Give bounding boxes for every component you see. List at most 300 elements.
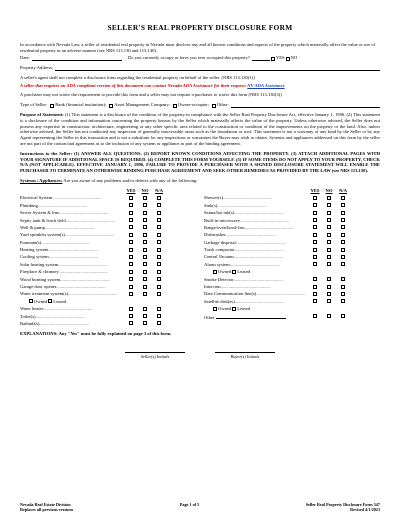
explanations-text: EXPLANATIONS: Any "Yes" must be fully explained on page 3 of this form. (20, 331, 172, 337)
footer-division: Nevada Real Estate Division (20, 502, 71, 507)
systems-cell-no (322, 225, 336, 230)
systems-row (204, 253, 380, 260)
yes-checkbox[interactable] (129, 203, 133, 207)
seller-type-row (20, 102, 380, 108)
systems-cell-yes (124, 262, 138, 267)
owned-checkbox[interactable] (213, 307, 217, 311)
no-checkbox[interactable] (327, 292, 331, 296)
systems-cell-na (336, 262, 350, 267)
systems-cell-no (138, 254, 152, 259)
systems-row (20, 320, 196, 327)
systems-row (20, 224, 196, 231)
yes-checkbox[interactable] (313, 262, 317, 266)
na-checkbox[interactable] (341, 292, 345, 296)
waive-note (20, 92, 380, 98)
systems-cell-na (336, 299, 350, 304)
systems-item-label: Satellite dish(es)........................................... (204, 298, 285, 304)
yes-checkbox[interactable] (129, 196, 133, 200)
footer-revised: Revised 4/1/2023 (350, 507, 380, 512)
systems-cell-no (322, 284, 336, 289)
no-checkbox[interactable] (327, 225, 331, 229)
systems-cell-na (336, 277, 350, 282)
systems-row (20, 268, 196, 275)
no-checkbox[interactable] (143, 277, 147, 281)
systems-cell-yes (124, 321, 138, 326)
other-seller-field[interactable] (231, 102, 380, 108)
systems-row (20, 231, 196, 238)
no-checkbox[interactable] (327, 218, 331, 222)
leased-label: Leased (237, 306, 251, 312)
yes-checkbox[interactable] (313, 203, 317, 207)
yes-checkbox[interactable] (313, 299, 317, 303)
systems-cell-no (138, 232, 152, 237)
seller-initials-field[interactable] (125, 347, 185, 353)
occupy-no-checkbox[interactable] (286, 57, 290, 61)
other-seller-label: Other: (216, 101, 229, 107)
buyer-initials-block (215, 347, 275, 359)
yes-checkbox[interactable] (313, 233, 317, 237)
na-checkbox[interactable] (157, 233, 161, 237)
systems-cell-no (138, 277, 152, 282)
systems-cell-na (152, 284, 166, 289)
na-checkbox[interactable] (157, 196, 161, 200)
occupy-question: Do you currently occupy or have you ever occupied this property? (127, 54, 250, 60)
footer-replaces: Replaces all previous versions (20, 507, 74, 512)
systems-row (204, 216, 380, 223)
leased-label: Leased (53, 298, 67, 304)
yes-checkbox[interactable] (313, 255, 317, 259)
systems-item-label: Fireplace & chimney........................................... (20, 269, 108, 275)
systems-row (20, 290, 196, 297)
yes-checkbox[interactable] (313, 225, 317, 229)
na-checkbox[interactable] (157, 255, 161, 259)
no-checkbox[interactable] (143, 218, 147, 222)
ada-note-text: A seller that requires an ADA compliant version of this document can contact Nevada ADA Assistance for their request: (20, 83, 247, 89)
column-header-no: NO (141, 187, 149, 193)
systems-cell-no (138, 195, 152, 200)
na-checkbox[interactable] (157, 211, 161, 215)
yes-checkbox[interactable] (129, 277, 133, 281)
systems-cell-yes (124, 218, 138, 223)
na-checkbox[interactable] (341, 299, 345, 303)
occupy-yes-label: YES (275, 54, 285, 60)
yes-checkbox[interactable] (129, 314, 133, 318)
systems-row (204, 202, 380, 209)
systems-cell-yes (308, 291, 322, 296)
systems-item-label: Water treatment system(s)........................................... (20, 291, 118, 297)
no-checkbox[interactable] (143, 248, 147, 252)
systems-row (20, 209, 196, 216)
column-header-yes: YES (126, 187, 136, 193)
systems-item-label: Septic tank & leach field........................................... (20, 217, 116, 223)
na-checkbox[interactable] (341, 262, 345, 266)
other-seller-checkbox[interactable] (212, 104, 216, 108)
na-checkbox[interactable] (341, 240, 345, 244)
systems-row (204, 290, 380, 297)
systems-header-row (204, 187, 380, 194)
bank-label: Bank (financial institution); (55, 101, 107, 107)
footer-center (180, 502, 199, 512)
no-checkbox[interactable] (143, 211, 147, 215)
systems-cell-yes (124, 225, 138, 230)
systems-cell-yes (124, 232, 138, 237)
column-header-na: N/A (155, 187, 163, 193)
bank-checkbox[interactable] (50, 104, 54, 108)
no-checkbox[interactable] (143, 307, 147, 311)
leased-checkbox[interactable] (48, 299, 52, 303)
yes-checkbox[interactable] (129, 285, 133, 289)
na-checkbox[interactable] (157, 270, 161, 274)
systems-cell-yes (124, 195, 138, 200)
systems-cell-na (336, 291, 350, 296)
occupy-blank[interactable] (252, 55, 270, 61)
systems-cell-na (152, 232, 166, 237)
systems-cell-na (152, 210, 166, 215)
systems-item-label: Intercom........................................... (204, 284, 270, 290)
systems-item-label: Toilet(s)........................................... (20, 313, 85, 319)
systems-subtext: Are you aware of any problems and/or defects with any of the following: (63, 177, 198, 183)
systems-cell-na (152, 269, 166, 274)
yes-checkbox[interactable] (129, 218, 133, 222)
systems-cell-na (336, 210, 350, 215)
systems-row (20, 202, 196, 209)
systems-item-label: Wood burning system........................................... (20, 276, 110, 282)
systems-cell-yes (124, 203, 138, 208)
no-checkbox[interactable] (327, 255, 331, 259)
other-label: Other (204, 313, 308, 320)
systems-cell-na (336, 232, 350, 237)
na-checkbox[interactable] (157, 218, 161, 222)
systems-cell-yes (308, 232, 322, 237)
na-checkbox[interactable] (157, 225, 161, 229)
systems-row-other (204, 312, 380, 319)
systems-right-column (204, 187, 380, 327)
systems-cell-no (138, 291, 152, 296)
systems-item-label: Sewer System & line........................................... (20, 210, 109, 216)
systems-header-row (20, 187, 196, 194)
yes-checkbox[interactable] (313, 196, 317, 200)
yes-checkbox[interactable] (129, 270, 133, 274)
systems-cell-no (322, 240, 336, 245)
owned-checkbox[interactable] (29, 299, 33, 303)
no-checkbox[interactable] (327, 314, 331, 318)
seller-initials-block (125, 347, 185, 359)
waive-note-text: A purchaser may not waive the requirement to provide this form and a seller may not require a purchaser to waive this form (NRS 113.130(3)) (20, 92, 282, 98)
systems-cell-no (322, 232, 336, 237)
owned-leased-row (204, 268, 380, 275)
systems-cell-no (322, 277, 336, 282)
systems-item-label: Alarm system........................................... (204, 261, 280, 267)
systems-cell-na (336, 218, 350, 223)
yes-checkbox[interactable] (129, 321, 133, 325)
systems-cell-no (322, 247, 336, 252)
systems-intro (20, 178, 380, 184)
yes-checkbox[interactable] (129, 248, 133, 252)
systems-cell-na (152, 321, 166, 326)
systems-cell-na (152, 225, 166, 230)
na-checkbox[interactable] (341, 277, 345, 281)
asset-management-checkbox[interactable] (109, 104, 113, 108)
systems-cell-no (322, 291, 336, 296)
systems-cell-na (152, 254, 166, 259)
seller-type-label: Type of Seller: (20, 101, 48, 107)
systems-row (20, 275, 196, 282)
systems-cell-no (138, 240, 152, 245)
leased-checkbox[interactable] (232, 307, 236, 311)
yes-checkbox[interactable] (129, 292, 133, 296)
systems-cell-na (152, 247, 166, 252)
instructions-heading: Instructions to the Seller: (20, 150, 73, 156)
na-checkbox[interactable] (157, 292, 161, 296)
footer-form-name: Seller Real Property Disclosure Form 547 (305, 502, 380, 507)
no-checkbox[interactable] (143, 314, 147, 318)
form-title: SELLER'S REAL PROPERTY DISCLOSURE FORM (107, 23, 293, 32)
na-checkbox[interactable] (341, 218, 345, 222)
instructions-text: (1) ANSWER ALL QUESTIONS. (2) REPORT KNOWN CONDITIONS AFFECTING THE PROPERTY. (3) ATTACH ADDITIONAL PAGES WITH YOUR SIGNATURE IF ADDITIONAL SPACE IS REQUIRED. (4) COMPLETE THIS FORM YOURSELF. (5) IF SOME ITEMS DO NOT APPLY TO YOUR PROPERTY, CHECK N/A (NOT APPLICABLE). EFFECTIVE JANUARY 1, 1996, FAILURE TO PROVIDE A PURCHASER WITH A SIGNED DISCLOSURE STATEMENT WILL ENABLE THE PURCHASER TO TERMINATE AN OTHERWISE BINDING PURCHASE AGREEMENT AND SEEK OTHER REMEDIES AS PROVIDED BY THE LAW (see NRS 113.150). (20, 150, 380, 174)
na-checkbox[interactable] (341, 285, 345, 289)
systems-row (20, 312, 196, 319)
ada-assistance-link[interactable]: NV ADA Assistance (247, 83, 285, 89)
systems-cell-yes (308, 240, 322, 245)
yes-checkbox[interactable] (129, 211, 133, 215)
na-checkbox[interactable] (341, 203, 345, 207)
systems-cell-yes (124, 254, 138, 259)
systems-cell-yes (124, 247, 138, 252)
systems-cell-yes (124, 277, 138, 282)
no-checkbox[interactable] (327, 299, 331, 303)
na-checkbox[interactable] (157, 262, 161, 266)
no-checkbox[interactable] (143, 292, 147, 296)
systems-cell-no (138, 247, 152, 252)
no-checkbox[interactable] (327, 277, 331, 281)
systems-cell-no (322, 203, 336, 208)
systems-cell-yes (308, 277, 322, 282)
na-checkbox[interactable] (341, 248, 345, 252)
systems-cell-na (336, 247, 350, 252)
no-checkbox[interactable] (327, 233, 331, 237)
yes-checkbox[interactable] (129, 233, 133, 237)
yes-checkbox[interactable] (129, 307, 133, 311)
systems-cell-yes (308, 210, 322, 215)
systems-cell-yes (308, 203, 322, 208)
na-checkbox[interactable] (157, 248, 161, 252)
owned-label: Owned (218, 269, 232, 275)
na-checkbox[interactable] (157, 307, 161, 311)
owned-checkbox[interactable] (213, 270, 217, 274)
systems-item-label: Garage door opener........................................... (20, 284, 106, 290)
systems-item-label: Water heater........................................... (20, 306, 93, 312)
systems-cell-yes (308, 284, 322, 289)
systems-item-label: Garbage disposal........................................... (204, 239, 286, 245)
systems-row (20, 238, 196, 245)
systems-cell-yes (308, 247, 322, 252)
no-checkbox[interactable] (327, 240, 331, 244)
systems-cell-na (152, 262, 166, 267)
column-header-yes: YES (310, 187, 320, 193)
systems-item-label: Central Vacuum........................................... (204, 254, 284, 260)
systems-row (204, 246, 380, 253)
systems-cell-no (138, 225, 152, 230)
systems-item-label: Well & pump........................................... (20, 224, 95, 230)
systems-table (20, 187, 380, 327)
systems-row (204, 275, 380, 282)
property-address-field[interactable] (55, 65, 380, 71)
yes-checkbox[interactable] (313, 292, 317, 296)
no-checkbox[interactable] (327, 248, 331, 252)
systems-cell-na (336, 203, 350, 208)
systems-item-label: Yard sprinkler system(s)........................................... (20, 232, 115, 238)
no-checkbox[interactable] (327, 285, 331, 289)
systems-item-label: Sink(s)........................................... (204, 202, 267, 208)
systems-cell-yes (124, 210, 138, 215)
property-address-label: Property Address: (20, 64, 54, 70)
no-checkbox[interactable] (143, 270, 147, 274)
na-checkbox[interactable] (157, 285, 161, 289)
yes-checkbox[interactable] (129, 262, 133, 266)
systems-cell-na (336, 240, 350, 245)
owned-leased-row (204, 305, 380, 312)
systems-cell-yes (124, 314, 138, 319)
systems-cell-na (152, 195, 166, 200)
systems-cell-yes (124, 284, 138, 289)
no-checkbox[interactable] (143, 233, 147, 237)
systems-cell-na (336, 254, 350, 259)
na-checkbox[interactable] (157, 277, 161, 281)
systems-cell-na (336, 314, 350, 319)
systems-cell-no (138, 210, 152, 215)
purpose-text: (1) This statement is a disclosure of the condition of the property in compliance with the Seller Real Property Disclosure Act, effective January 1, 1996. (2) This statement is a disclosure of the condition and information concerning the property known by the Seller which materially affects the value of the property. Unless otherwise advised, the Seller does not possess any expertise in construction, architecture, engineering or any other specific area related to the construction or condition of the improvements on the property or the land. Also, unless otherwise advised, the Seller has not conducted any inspection of generally inaccessible areas such as the foundation or roof. This statement is not a warranty of any kind by the Seller or by any Agent representing the Seller in this transaction and is not a substitute for any inspections or warranties the Buyer may wish to obtain. Systems and appliances addressed on this form by the seller are not part of the contractual agreement as to the inclusion of any system or appliance as part of the binding agreement. (20, 111, 380, 146)
systems-cell-na (152, 203, 166, 208)
footer-right (306, 502, 380, 512)
systems-cell-no (322, 314, 336, 319)
systems-row (20, 246, 196, 253)
leased-label: Leased (237, 269, 251, 275)
na-checkbox[interactable] (157, 314, 161, 318)
systems-item-label: Shower(s)........................................... (204, 195, 273, 201)
systems-cell-yes (124, 306, 138, 311)
footer-left (20, 502, 73, 512)
systems-cell-na (152, 306, 166, 311)
na-checkbox[interactable] (157, 321, 161, 325)
instructions-paragraph (20, 151, 380, 174)
systems-cell-no (322, 254, 336, 259)
systems-row (204, 261, 380, 268)
no-checkbox[interactable] (327, 203, 331, 207)
intro-paragraph (20, 42, 380, 54)
systems-item-label: Bathtub(s)........................................... (20, 320, 89, 326)
systems-item-label: Smoke Detector........................................... (204, 276, 283, 282)
owner-occupier-checkbox[interactable] (173, 104, 177, 108)
purpose-heading: Purpose of Statement: (20, 111, 64, 117)
no-checkbox[interactable] (143, 240, 147, 244)
systems-item-label: Cooling system........................................... (20, 254, 99, 260)
yes-checkbox[interactable] (313, 277, 317, 281)
systems-cell-na (336, 225, 350, 230)
systems-row (204, 209, 380, 216)
date-field[interactable] (32, 55, 122, 61)
systems-row (20, 253, 196, 260)
no-checkbox[interactable] (143, 321, 147, 325)
owned-label: Owned (34, 298, 48, 304)
systems-row (20, 194, 196, 201)
seller-initials-label: Seller(s) Initials (140, 353, 170, 359)
systems-item-label: Heating system........................................... (20, 247, 98, 253)
no-checkbox[interactable] (327, 196, 331, 200)
systems-row (204, 231, 380, 238)
asset-management-label: Asset Management Company; (114, 101, 170, 107)
systems-cell-no (138, 203, 152, 208)
yes-checkbox[interactable] (313, 285, 317, 289)
yes-checkbox[interactable] (129, 255, 133, 259)
na-checkbox[interactable] (341, 211, 345, 215)
systems-cell-yes (308, 314, 322, 319)
systems-item-label: Range/oven/hood-fan........................................... (204, 224, 294, 230)
no-checkbox[interactable] (143, 262, 147, 266)
no-checkbox[interactable] (143, 203, 147, 207)
systems-cell-yes (124, 240, 138, 245)
systems-cell-yes (308, 225, 322, 230)
systems-cell-no (138, 262, 152, 267)
systems-heading: Systems / Appliances: (20, 177, 63, 183)
na-checkbox[interactable] (157, 203, 161, 207)
occupy-no-label: NO (290, 54, 298, 60)
systems-cell-na (152, 277, 166, 282)
systems-cell-no (138, 269, 152, 274)
agent-note (20, 75, 380, 81)
systems-cell-yes (124, 291, 138, 296)
no-checkbox[interactable] (327, 262, 331, 266)
yes-checkbox[interactable] (129, 240, 133, 244)
systems-cell-yes (308, 195, 322, 200)
systems-row (204, 194, 380, 201)
agent-note-text: A seller's agent shall not complete a disclosure form regarding the residential property on behalf of the seller. (NRS 113.130(1)) (20, 74, 255, 80)
systems-cell-yes (308, 218, 322, 223)
explanations-note (20, 331, 380, 337)
yes-checkbox[interactable] (129, 225, 133, 229)
no-checkbox[interactable] (143, 225, 147, 229)
systems-cell-na (152, 291, 166, 296)
systems-item-label: Electrical System........................................... (20, 195, 102, 201)
other-field[interactable] (216, 313, 286, 319)
systems-cell-na (336, 284, 350, 289)
yes-checkbox[interactable] (313, 314, 317, 318)
no-checkbox[interactable] (143, 255, 147, 259)
systems-cell-no (322, 262, 336, 267)
buyer-initials-field[interactable] (215, 347, 275, 353)
intro-text: In accordance with Nevada Law, a seller of residential real property in Nevada must disclose any and all known conditions and aspects of the property which materially affect the value or use of residential property in an adverse manner (see NRS 113.130 and 113.140). (20, 42, 376, 53)
na-checkbox[interactable] (157, 240, 161, 244)
yes-checkbox[interactable] (313, 240, 317, 244)
owned-label: Owned (218, 306, 232, 312)
yes-checkbox[interactable] (313, 218, 317, 222)
no-checkbox[interactable] (143, 285, 147, 289)
leased-checkbox[interactable] (232, 270, 236, 274)
yes-checkbox[interactable] (313, 211, 317, 215)
occupy-yes-checkbox[interactable] (271, 57, 275, 61)
na-checkbox[interactable] (341, 225, 345, 229)
na-checkbox[interactable] (341, 255, 345, 259)
systems-cell-na (152, 314, 166, 319)
systems-cell-yes (308, 299, 322, 304)
yes-checkbox[interactable] (313, 248, 317, 252)
na-checkbox[interactable] (341, 196, 345, 200)
no-checkbox[interactable] (143, 196, 147, 200)
na-checkbox[interactable] (341, 233, 345, 237)
systems-row (20, 305, 196, 312)
na-checkbox[interactable] (341, 314, 345, 318)
systems-row (204, 298, 380, 305)
no-checkbox[interactable] (327, 211, 331, 215)
